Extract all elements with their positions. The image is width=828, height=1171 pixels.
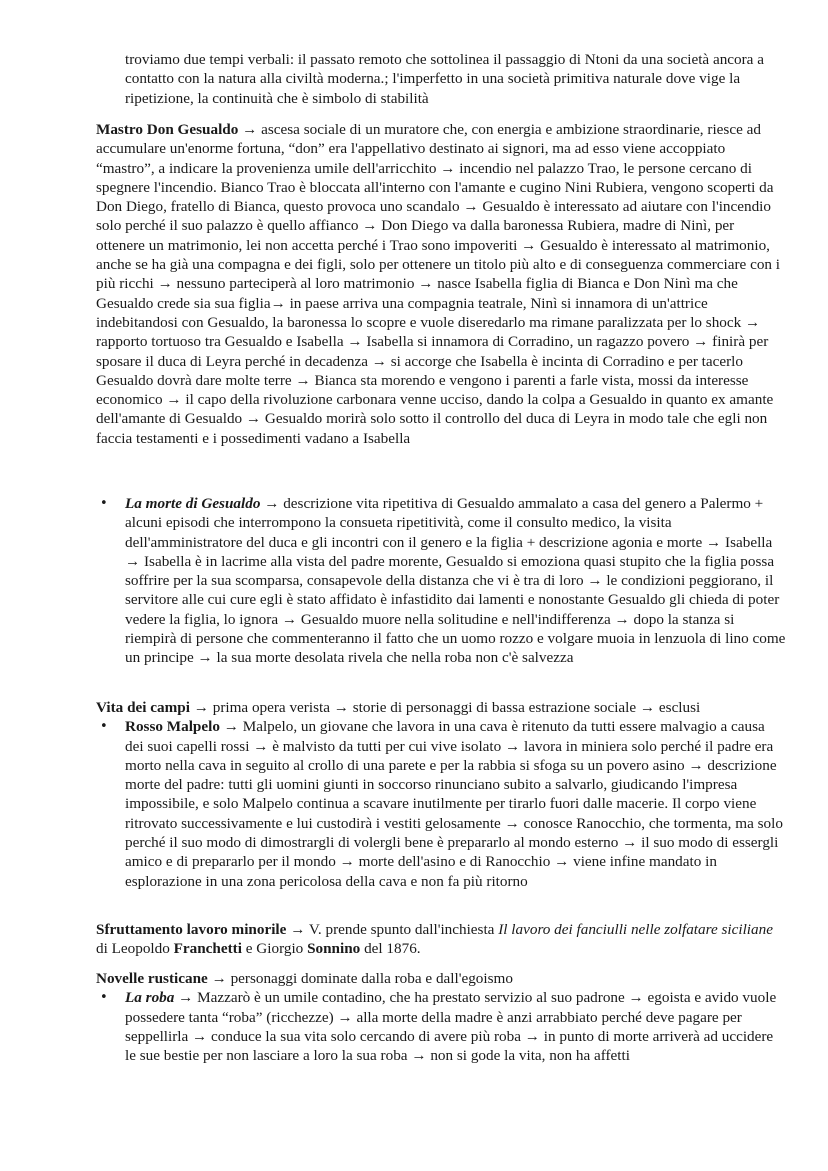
sfruttamento-pre: V. prende spunto dall'inchiesta	[308, 921, 495, 938]
sfruttamento-title: Sfruttamento lavoro minorile	[96, 921, 287, 938]
sfruttamento-paragraph	[96, 920, 786, 959]
sfruttamento-work-title: Il lavoro dei fanciulli nelle zolfatare siciliane	[498, 921, 773, 938]
roba-title: La roba	[125, 989, 175, 1007]
intro-paragraph: troviamo due tempi verbali: il passato remoto che sottolinea il passaggio di Ntoni da una società ancora a contatto con la natura alla civiltà moderna.; l'imperfetto in una società primitiva naturale dove vige la ripetizione, la continuità che è simbolo di stabilità	[125, 51, 764, 107]
morte-list	[96, 494, 786, 668]
sfruttamento-e: e Giorgio	[245, 940, 304, 958]
vita-list	[96, 717, 786, 891]
novelle-section	[96, 969, 786, 1065]
vita-paragraph	[96, 698, 786, 717]
author-franchetti: Franchetti	[173, 940, 242, 958]
list-item	[96, 717, 786, 891]
roba-body: Mazzarò è un umile contadino, che ha prestato servizio al suo padrone → egoista e avido vuole possedere tanta “roba” (ricchezze) → alla morte della madre è anzi arrabbiato perché deve pagare per seppellirla → conduce la sua vita solo cercando di avere più roba → in punto di morte arriverà ad uccidere le sue bestie per non lasciare a loro la sua roba → non si gode la vita, non ha affetti	[125, 989, 777, 1065]
vita-title: Vita dei campi	[96, 699, 190, 716]
vita-section	[96, 698, 786, 891]
list-item	[96, 494, 786, 668]
sfruttamento-section	[96, 920, 786, 959]
novelle-title: Novelle rusticane	[96, 970, 208, 987]
malpelo-title: Rosso Malpelo	[125, 718, 220, 736]
author-sonnino: Sonnino	[307, 940, 361, 958]
sfruttamento-year: del 1876.	[364, 940, 421, 958]
arrow-symbol: →	[223, 718, 239, 736]
gesualdo-title: Mastro Don Gesualdo	[96, 121, 239, 138]
arrow-symbol: →	[264, 495, 280, 512]
arrow-symbol: →	[193, 699, 209, 716]
gesualdo-body: ascesa sociale di un muratore che, con energia e ambizione straordinarie, riesce ad accumulare un'enorme fortuna, “don” era l'appellativo destinato ai signori, ma ad esso viene accoppiato “mastro”, a indicare la provenienza umile dell'arricchito → incendio nel palazzo Trao, le persone cercano di spegnere l'incendio. Bianco Trao è bloccata all'interno con l'amante e cugino Nini Rubiera, vengono scoperti da Don Diego, fratello di Bianca, questo provoca uno scandalo → Gesualdo è interessato ad aiutare con l'incendio solo perché il suo palazzo è quello affianco → Don Diego va dalla baronessa Rubiera, madre di Ninì, per ottenere un matrimonio, lei non accetta perché i Trao sono impoveriti → Gesualdo è interessato al matrimonio, anche se ha già una compagna e dei figli, solo per ottenere un titolo più alto e di conseguenza commerciare con i più ricchi → nessuno parteciperà al loro matrimonio → nasce Isabella figlia di Bianca e Don Ninì ma che Gesualdo crede sia sua figlia→ in paese arriva una compagnia teatrale, Ninì si innamora di un'attrice indebitandosi con Gesualdo, la baronessa lo scopre e vuole diseredarlo ma rimane paralizzata per lo shock → rapporto tortuoso tra Gesualdo e Isabella → Isabella si innamora di Corradino, un ragazzo povero → finirà per sposare il duca di Leyra perché in decadenza → si accorge che Isabella è incinta di Corradino e per tacerlo Gesualdo dovrà dare molte terre → Bianca sta morendo e vengono i parenti a farle vista, mossi da interesse economico → il capo della rivoluzione carbonara venne ucciso, dando la colpa a Gesualdo in quanto ex amante dell'amante di Gesualdo → Gesualdo morirà solo sotto il controllo del duca di Leyra in modo tale che egli non faccia testamenti e i possedimenti vadano a Isabella	[96, 121, 781, 447]
arrow-symbol: →	[178, 989, 194, 1007]
arrow-symbol: →	[211, 970, 227, 987]
arrow-symbol: →	[242, 121, 258, 138]
novelle-body: personaggi dominate dalla roba e dall'egoismo	[230, 970, 513, 987]
vita-body: prima opera verista → storie di personaggi di bassa estrazione sociale → esclusi	[212, 699, 701, 716]
morte-body: descrizione vita ripetitiva di Gesualdo ammalato a casa del genero a Palermo + alcuni episodi che interrompono la consueta ripetitività, come il consulto medico, la visita dell'amministratore del duca e gli incontri con il genero e la figlia + descrizione agonia e morte → Isabella → Isabella è in lacrime alla vista del padre morente, Gesualdo si emoziona quasi stupito che la figlia possa soffrire per la sua scomparsa, consapevole della distanza che vi è tra di loro → le condizioni peggiorano, il servitore alle cui cure egli è stato affidato è infastidito dai lamenti e nonostante Gesualdo gli chieda di poter vedere la figlia, lo ignora → Gesualdo muore nella solitudine e nell'indifferenza → dopo la stanza si riempirà di persone che commenteranno il fatto che un uomo rozzo e volgare muoia in lenzuola di lino come un principe → la sua morte desolata rivela che nella roba non c'è salvezza	[125, 495, 786, 667]
gesualdo-section	[96, 120, 786, 448]
morte-title: La morte di Gesualdo	[125, 495, 261, 512]
novelle-list	[96, 988, 786, 1065]
malpelo-body: Malpelo, un giovane che lavora in una cava è ritenuto da tutti essere malvagio a causa dei suoi capelli rossi → è malvisto da tutti per cui vive isolato → lavora in miniera solo perché il padre era morto nella cava in seguito al crollo di una parete e per la rabbia si sfoga su un povero asino → descrizione morte del padre: tutti gli uomini giunti in soccorso rinunciano subito a salvarlo, giudicando l'impresa impossibile, e solo Malpelo continua a scavare inutilmente per tirarlo fuori dalle macerie. Il corpo viene ritrovato successivamente e lui custodirà i vestiti gelosamente → conosce Ranocchio, che tormenta, ma solo perché il suo modo di dimostrargli di volergli bene è prepararlo al mondo esterno → il suo modo di essergli amico e di prepararlo per il mondo → morte dell'asino e di Ranocchio → viene infine mandato in esplorazione in una zona pericolosa della cava e non fa più ritorno	[125, 718, 783, 890]
intro-paragraph-block	[125, 50, 785, 108]
gesualdo-paragraph	[96, 120, 786, 448]
morte-section	[96, 494, 786, 668]
list-item	[96, 988, 786, 1065]
arrow-symbol: →	[290, 921, 306, 938]
novelle-paragraph	[96, 969, 786, 988]
sfruttamento-di: di Leopoldo	[96, 940, 170, 958]
